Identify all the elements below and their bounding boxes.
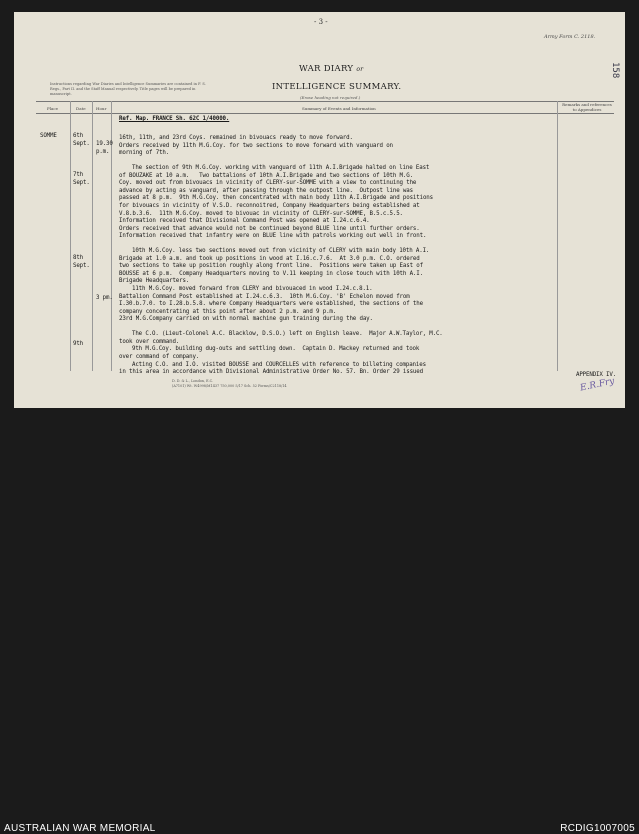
entry-line: passed at 8 p.m. 9th M.G.Coy. then concentrated with main body 11th A.I.Brigade and positions — [119, 195, 433, 202]
war-diary-page — [14, 12, 625, 408]
stamped-folio-number: 158 — [610, 62, 620, 79]
entry-line: Coy. moved out from bivouacs in vicinity of CLERY-sur-SOMME with a view to continuing the — [119, 180, 417, 187]
army-form-label: Army Form C. 2118. — [544, 34, 596, 40]
date-6th-sept: 6th Sept. — [73, 133, 90, 147]
entry-line: I.30.b.7.0. to I.28.b.5.8. where Company Headquarters were established, the sections of the — [119, 301, 423, 308]
entry-line: over command of company. — [119, 353, 200, 360]
entry-line: morning of 7th. — [119, 150, 170, 157]
column-divider-date — [92, 101, 93, 371]
title-intelligence-summary: INTELLIGENCE SUMMARY. — [272, 82, 402, 92]
entry-line: V.8.b.3.6. 11th M.G.Coy. moved to bivouac in vicinity of CLERY-sur-SOMME, B.5.c.5.5. — [119, 210, 403, 217]
archive-caption-bar — [0, 410, 639, 834]
entry-line: The section of 9th M.G.Coy. working with vanguard of 11th A.I.Brigade halted on line East — [132, 165, 430, 172]
title-or: or — [356, 66, 364, 73]
entry-line: 10th M.G.Coy. less two sections moved out from vicinity of CLERY with main body 10th A.I. — [132, 248, 430, 255]
entry-line: 9th M.G.Coy. building dug-outs and settling down. Captain D. Mackey returned and took — [132, 346, 420, 353]
column-header-remarks: Remarks and references to Appendices — [562, 102, 612, 112]
entry-line: company concentrating at this point after about 2 p.m. and 9 p.m. — [119, 308, 337, 315]
column-header-summary: Summary of Events and Information — [302, 106, 376, 111]
entry-line: Information received that Divisional Command Post was opened at I.24.c.6.4. — [119, 218, 370, 225]
entry-line: two sections to take up position roughly along front line. Positions were taken up East of — [119, 263, 423, 270]
entry-line: Brigade at 1.0 a.m. and took up positions in wood at I.16.c.7.6. At 3.0 p.m. C.O. ordered — [119, 255, 420, 262]
title-war-diary-text: WAR DIARY — [299, 64, 354, 74]
entry-line: Information received that infantry were on BLUE line with patrols working out well in front. — [119, 233, 427, 240]
entry-line: Battalion Command Post established at I.24.c.6.3. 10th M.G.Coy. 'B' Echelon moved from — [119, 293, 410, 300]
entry-line: for bivouacs in vicinity of V.S.D. reconnoitred, Company Headquarters being established at — [119, 202, 420, 209]
hour-6th: 19.30 p.m. — [96, 141, 113, 155]
date-8th-sept: 8th Sept. — [73, 255, 90, 269]
date-7th-sept: 7th Sept. — [73, 172, 90, 186]
instructions-note: Instructions regarding War Diaries and Intelligence Summaries are contained in F. S. Regs., Part II. and the Staff Manual respectively. Title pages will be prepared in manuscript. — [50, 82, 206, 96]
erase-note: (Erase heading not required.) — [300, 95, 361, 100]
entry-line: in this area in accordance with Divisional Administrative Order No. 57. Bn. Order 29 issued — [119, 369, 423, 376]
entry-line: took over command. — [119, 338, 180, 345]
column-header-place: Place — [47, 106, 58, 111]
entry-line: The C.O. (Lieut-Colonel A.C. Blacklow, D.S.O.) left on English leave. Major A.W.Taylor, M.C. — [132, 331, 443, 338]
remark-appendix: APPENDIX IV. — [576, 372, 617, 378]
entry-line: 16th, 11th, and 23rd Coys. remained in bivouacs ready to move forward. — [119, 135, 353, 141]
entry-line: Orders received by 11th M.G.Coy. for two sections to move forward with vanguard on — [119, 142, 393, 149]
column-header-hour: Hour — [96, 106, 107, 111]
hour-8th: 3 pm. — [96, 295, 113, 301]
archive-institution: AUSTRALIAN WAR MEMORIAL — [4, 823, 156, 834]
entry-line: Orders received that advance would not be continued beyond BLUE line until further orders. — [119, 225, 420, 232]
table-top-rule — [36, 101, 614, 102]
date-9th: 9th — [73, 341, 84, 347]
entry-line: 23rd M.G.Company carried on with normal machine gun training during the day. — [119, 316, 373, 323]
page-number: - 3 - — [314, 18, 328, 26]
column-divider-place — [70, 101, 71, 371]
table-header-rule — [36, 113, 614, 114]
entry-line: advance by acting as vanguard, after passing through the outpost line. Outpost line was — [119, 187, 413, 194]
reference-map: Ref. Map. FRANCE Sh. 62C 1/40000. — [119, 116, 230, 122]
entry-line: 11th M.G.Coy. moved forward from CLERY and bivouaced in wood I.24.c.8.1. — [132, 286, 373, 292]
title-war-diary — [299, 64, 363, 74]
entry-line: Brigade Headquarters. — [119, 278, 190, 285]
printer-note: D. D. & L., London, E.C. (A7101) Wt. W4998/M1437 750,000 5/17 Sch. 52 Forms/C2118/14 — [172, 379, 287, 388]
column-header-date: Date — [76, 106, 86, 111]
handwritten-signature: E.R.Fry — [579, 376, 616, 394]
entry-line: of BOUZAKE at 10 a.m. Two battalions of 10th A.I.Brigade and two sections of 10th M.G. — [119, 172, 413, 179]
column-divider-remarks — [557, 101, 558, 371]
entry-line: BOUSSE at 6 p.m. Company Headquarters moving to V.11 keeping in close touch with 10th A.I. — [119, 270, 423, 277]
archive-reference: RCDIG1007005 — [560, 823, 635, 834]
entry-line: Acting C.O. and I.O. visited BOUSSE and COURCELLES with reference to billeting companies — [132, 361, 426, 368]
place-somme: SOMME — [40, 133, 57, 139]
